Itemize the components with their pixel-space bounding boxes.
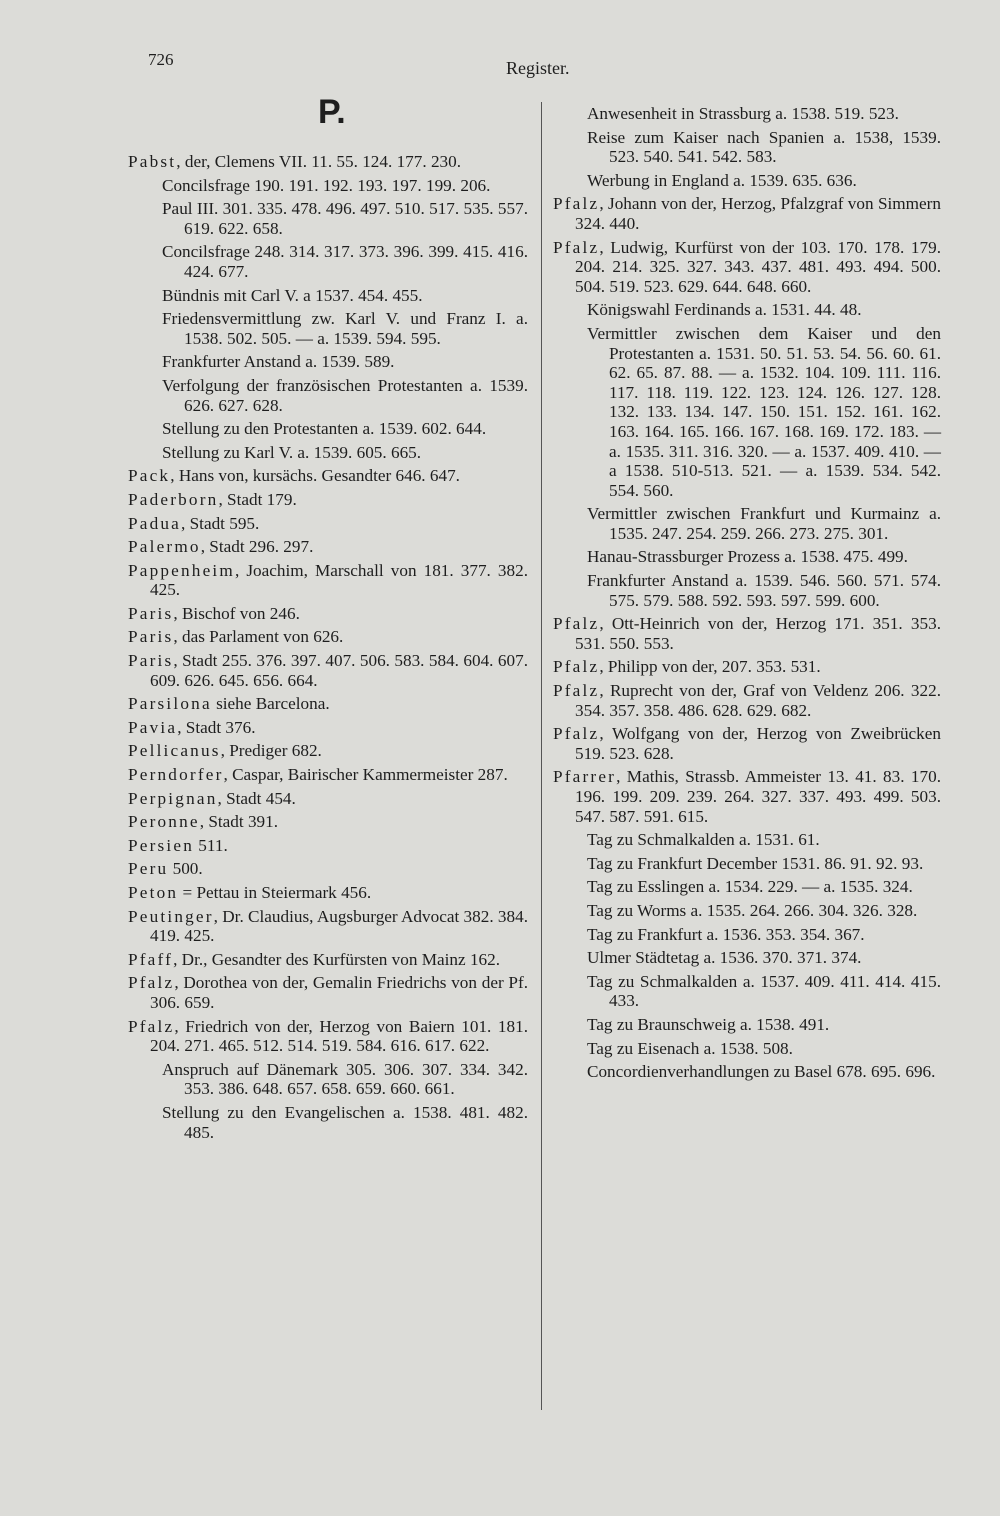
column-divider <box>541 102 542 1410</box>
entry-text: Tag zu Schmalkalden a. 1531. 61. <box>587 830 820 850</box>
entry-text: Stellung zu den Protestanten a. 1539. 602. 644. <box>162 419 487 439</box>
index-subentry <box>553 948 941 968</box>
entry-text: Vermittler zwischen Frankfurt und Kurmainz a. 1535. 247. 254. 259. 266. 273. 275. 301. <box>587 504 941 543</box>
index-entry <box>128 651 528 690</box>
left-column <box>128 152 528 1146</box>
index-entry <box>553 681 941 720</box>
entry-headword: Pappenheim <box>128 560 235 580</box>
index-entry <box>553 724 941 763</box>
entry-headword: Perpignan <box>128 788 218 808</box>
entry-headword: Pfalz <box>128 973 175 993</box>
index-subentry <box>553 877 941 897</box>
index-subentry <box>553 830 941 850</box>
entry-headword: Palermo <box>128 537 201 557</box>
entry-text: Tag zu Frankfurt December 1531. 86. 91. 92. 93. <box>587 853 924 873</box>
entry-headword: Parsilona <box>128 694 212 714</box>
index-subentry <box>128 352 528 372</box>
entry-text: Anwesenheit in Strassburg a. 1538. 519. 523. <box>587 104 899 123</box>
entry-text: , Philipp von der, 207. 353. 531. <box>599 657 821 677</box>
index-entry <box>128 907 528 946</box>
index-subentry <box>553 901 941 921</box>
index-subentry <box>553 504 941 543</box>
index-entry <box>128 765 528 785</box>
index-subentry <box>553 571 941 610</box>
index-entry <box>553 238 941 297</box>
entry-text: , Stadt 595. <box>181 513 260 533</box>
index-entry <box>128 836 528 856</box>
index-entry <box>128 812 528 832</box>
right-column <box>553 104 941 1086</box>
entry-text: Bündnis mit Carl V. a 1537. 454. 455. <box>162 285 423 305</box>
index-entry <box>128 883 528 903</box>
entry-text: , Ruprecht von der, Graf von Veldenz 206. 322. 354. 357. 358. 486. 628. 629. 682. <box>575 681 941 720</box>
index-entry <box>128 950 528 970</box>
index-entry <box>553 614 941 653</box>
index-subentry <box>553 104 941 124</box>
index-entry <box>128 514 528 534</box>
index-subentry <box>128 176 528 196</box>
index-subentry <box>553 1039 941 1059</box>
entry-headword: Pack <box>128 466 171 486</box>
entry-text: Stellung zu den Evangelischen a. 1538. 481. 482. 485. <box>162 1102 528 1142</box>
entry-text: , Dr. Claudius, Augsburger Advocat 382. 384. 419. 425. <box>150 906 528 946</box>
entry-text: , Stadt 454. <box>217 788 296 808</box>
entry-text: , Caspar, Bairischer Kammermeister 287. <box>223 765 508 785</box>
entry-text: , das Parlament von 626. <box>173 627 344 647</box>
index-subentry <box>553 324 941 500</box>
index-entry <box>128 604 528 624</box>
section-letter: P. <box>318 93 346 131</box>
entry-text: siehe Barcelona. <box>211 694 330 714</box>
index-entry <box>128 152 528 172</box>
entry-headword: Pfalz <box>128 1016 175 1036</box>
entry-text: Frankfurter Anstand a. 1539. 589. <box>162 352 395 372</box>
index-entry <box>128 466 528 486</box>
entry-text: , Wolfgang von der, Herzog von Zweibrücken 519. 523. 628. <box>575 724 941 763</box>
index-subentry <box>128 1103 528 1142</box>
entry-text: , Dr., Gesandter des Kurfürsten von Mainz 162. <box>173 949 501 969</box>
index-subentry <box>553 547 941 567</box>
index-entry <box>553 767 941 826</box>
entry-text: Friedensvermittlung zw. Karl V. und Franz I. a. 1538. 502. 505. — a. 1539. 594. 595. <box>162 309 528 348</box>
entry-text: Werbung in England a. 1539. 635. 636. <box>587 170 857 190</box>
index-subentry <box>553 1062 941 1082</box>
entry-text: 511. <box>194 835 228 855</box>
entry-text: , Joachim, Marschall von 181. 377. 382. 425. <box>150 560 528 600</box>
index-subentry <box>553 1015 941 1035</box>
entry-text: Königswahl Ferdinands a. 1531. 44. 48. <box>587 300 862 320</box>
entry-text: Concilsfrage 190. 191. 192. 193. 197. 199. 206. <box>162 175 491 195</box>
entry-text: Concordienverhandlungen zu Basel 678. 695. 696. <box>587 1062 936 1082</box>
index-subentry <box>128 309 528 348</box>
index-entry <box>128 973 528 1012</box>
entry-headword: Pfaff <box>128 949 174 969</box>
entry-text: , Ludwig, Kurfürst von der 103. 170. 178. 179. 204. 214. 325. 327. 343. 437. 481. 493. 494. 500. 504. 519. 523. 629. 644. 648. 660. <box>575 237 941 296</box>
entry-text: , Stadt 391. <box>199 812 279 832</box>
entry-text: Tag zu Worms a. 1535. 264. 266. 304. 326. 328. <box>587 900 918 920</box>
entry-text: Tag zu Schmalkalden a. 1537. 409. 411. 414. 415. 433. <box>587 971 941 1011</box>
index-subentry <box>553 300 941 320</box>
index-subentry <box>128 1060 528 1099</box>
entry-headword: Pfalz <box>553 237 600 257</box>
index-subentry <box>553 171 941 191</box>
entry-headword: Paris <box>128 651 174 671</box>
index-entry <box>128 789 528 809</box>
entry-text: Reise zum Kaiser nach Spanien a. 1538, 1539. 523. 540. 541. 542. 583. <box>587 127 941 167</box>
index-entry <box>128 718 528 738</box>
entry-headword: Peronne <box>128 812 200 832</box>
entry-text: Vermittler zwischen dem Kaiser und den Protestanten a. 1531. 50. 51. 53. 54. 56. 60. 61. 62. 65. 87. 88. — a. 1532. 104. 109. 111. 116. 117. 118. 119. 122. 123. 124. 126. 127. 128. 132. 133. 134. 147. 150. 151. 152. 161. 162. 163. 164. 165. 166. 167. 168. 169. 172. 183. — a. 1535. 311. 316. 320. — a. 1537. 409. 410. — a 1538. 510-513. 521. — a. 1539. 534. 542. 554. 560. <box>587 323 941 500</box>
index-entry <box>128 859 528 879</box>
index-entry <box>128 741 528 761</box>
entry-text: , der, Clemens VII. 11. 55. 124. 177. 230. <box>176 152 462 171</box>
index-subentry <box>553 854 941 874</box>
page-number: 726 <box>148 50 174 69</box>
entry-text: Paul III. 301. 335. 478. 496. 497. 510. 517. 535. 557. 619. 622. 658. <box>162 199 528 238</box>
entry-headword: Paris <box>128 627 174 647</box>
entry-headword: Padua <box>128 513 182 533</box>
entry-text: Concilsfrage 248. 314. 317. 373. 396. 399. 415. 416. 424. 677. <box>162 242 528 281</box>
index-subentry <box>553 972 941 1011</box>
index-subentry <box>553 925 941 945</box>
entry-text: , Hans von, kursächs. Gesandter 646. 647. <box>170 466 460 486</box>
entry-headword: Pavia <box>128 717 178 737</box>
entry-text: , Stadt 179. <box>218 489 297 509</box>
entry-text: , Stadt 296. 297. <box>200 537 314 557</box>
entry-text: , Bischof von 246. <box>173 603 300 623</box>
index-subentry <box>128 286 528 306</box>
entry-text: , Friedrich von der, Herzog von Baiern 101. 181. 204. 271. 465. 512. 514. 519. 584. 616. 617. 622. <box>150 1016 528 1056</box>
entry-text: Verfolgung der französischen Protestanten a. 1539. 626. 627. 628. <box>162 375 528 415</box>
index-entry <box>128 1017 528 1056</box>
index-subentry <box>128 199 528 238</box>
index-subentry <box>553 128 941 167</box>
index-entry <box>128 627 528 647</box>
entry-headword: Paderborn <box>128 489 219 509</box>
entry-text: Frankfurter Anstand a. 1539. 546. 560. 571. 574. 575. 579. 588. 592. 593. 597. 599. 600. <box>587 571 941 610</box>
entry-headword: Peru <box>128 859 169 879</box>
entry-text: 500. <box>168 859 203 879</box>
entry-headword: Pfarrer <box>553 767 617 787</box>
entry-text: Anspruch auf Dänemark 305. 306. 307. 334. 342. 353. 386. 648. 657. 658. 659. 660. 661. <box>162 1059 528 1099</box>
entry-text: Stellung zu Karl V. a. 1539. 605. 665. <box>162 442 422 462</box>
entry-headword: Pfalz <box>553 194 600 214</box>
entry-headword: Pfalz <box>553 614 600 634</box>
entry-headword: Pfalz <box>553 657 600 677</box>
entry-text: , Prediger 682. <box>220 741 322 761</box>
entry-headword: Paris <box>128 603 174 623</box>
entry-headword: Pfalz <box>553 724 600 744</box>
index-subentry <box>128 242 528 281</box>
entry-headword: Pellicanus <box>128 741 221 761</box>
entry-text: , Mathis, Strassb. Ammeister 13. 41. 83. 170. 196. 199. 209. 239. 264. 327. 337. 493. 499. 503. 547. 587. 591. 615. <box>575 767 941 826</box>
index-subentry <box>128 376 528 415</box>
entry-text: Ulmer Städtetag a. 1536. 370. 371. 374. <box>587 948 862 968</box>
entry-text: , Dorothea von der, Gemalin Friedrichs von der Pf. 306. 659. <box>150 973 528 1012</box>
entry-text: = Pettau in Steiermark 456. <box>178 883 372 902</box>
entry-headword: Perndorfer <box>128 765 224 785</box>
index-subentry <box>128 443 528 463</box>
entry-text: Tag zu Braunschweig a. 1538. 491. <box>587 1014 830 1034</box>
entry-headword: Peton <box>128 883 179 902</box>
entry-headword: Persien <box>128 835 194 855</box>
entry-text: Hanau-Strassburger Prozess a. 1538. 475. 499. <box>587 547 908 567</box>
entry-headword: Pabst <box>128 152 177 171</box>
entry-text: Tag zu Frankfurt a. 1536. 353. 354. 367. <box>587 924 865 944</box>
entry-headword: Pfalz <box>553 681 600 701</box>
entry-text: , Ott-Heinrich von der, Herzog 171. 351. 353. 531. 550. 553. <box>575 614 941 653</box>
entry-text: Tag zu Eisenach a. 1538. 508. <box>587 1038 793 1058</box>
index-subentry <box>128 419 528 439</box>
index-entry <box>128 490 528 510</box>
index-entry <box>128 561 528 600</box>
entry-text: , Johann von der, Herzog, Pfalzgraf von Simmern 324. 440. <box>575 194 941 233</box>
entry-text: , Stadt 255. 376. 397. 407. 506. 583. 584. 604. 607. 609. 626. 645. 656. 664. <box>150 651 528 690</box>
index-entry <box>128 694 528 714</box>
index-entry <box>553 194 941 233</box>
entry-text: , Stadt 376. <box>177 717 256 737</box>
index-entry <box>128 537 528 557</box>
entry-text: Tag zu Esslingen a. 1534. 229. — a. 1535. 324. <box>587 877 913 897</box>
entry-headword: Peutinger <box>128 906 214 926</box>
running-head: Register. <box>506 58 570 78</box>
index-entry <box>553 657 941 677</box>
